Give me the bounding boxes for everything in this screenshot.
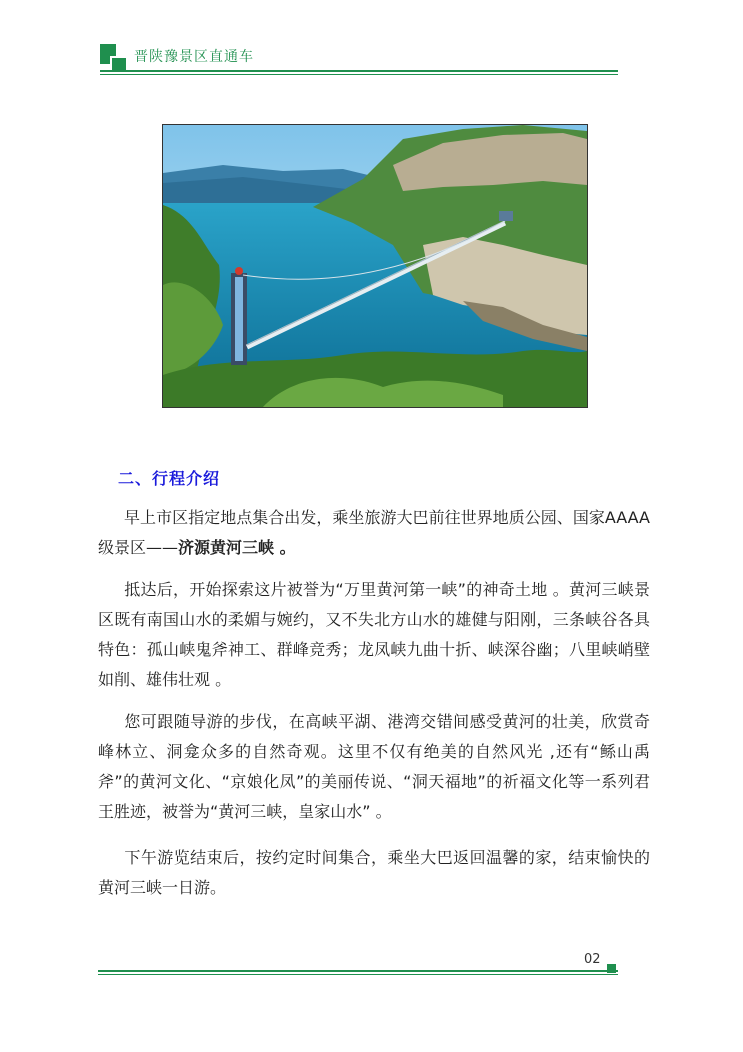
scenic-photo <box>162 124 588 408</box>
paragraph-tour-text: 您可跟随导游的步伐，在高峡平湖、港湾交错间感受黄河的壮美，欣赏奇峰林立、洞龛众多的自然奇观。这里不仅有绝美的自然风光 ,还有“鲧山禹斧”的黄河文化、“京娘化凤”的美丽传说、“洞天福地”的祈福文化等一系列君王胜迹，被誉为“黄河三峡，皇家山水” 。 <box>98 712 650 821</box>
paragraph-departure-end: 。 <box>274 538 296 557</box>
section-title: 二、行程介绍 <box>118 469 221 488</box>
paragraph-departure-text: 早上市区指定地点集合出发，乘坐旅游大巴前往世界地质公园、国家AAAA 级景区—— <box>98 508 650 557</box>
paragraph-departure <box>98 503 650 563</box>
paragraph-arrival-text: 抵达后，开始探索这片被誉为“万里黄河第一峡”的神奇土地 。黄河三峡景区既有南国山水的柔媚与婉约，又不失北方山水的雄健与阳刚，三条峡谷各具特色：孤山峡鬼斧神工、群峰竞秀；龙凤峡九曲十折、峡深谷幽；八里峡峭壁如削、雄伟壮观 。 <box>98 580 650 689</box>
header-divider-thin <box>100 74 618 75</box>
paragraph-return <box>98 843 650 903</box>
footer-divider-thin <box>98 974 618 975</box>
paragraph-arrival <box>98 575 650 695</box>
header-title: 晋陕豫景区直通车 <box>134 49 254 65</box>
header-divider <box>100 70 618 72</box>
footer-divider <box>98 970 618 972</box>
scenic-spot-name: 济源黄河三峡 <box>178 538 275 557</box>
header-logo <box>100 44 124 68</box>
page-number: 02 <box>584 952 601 967</box>
paragraph-return-text: 下午游览结束后，按约定时间集合，乘坐大巴返回温馨的家，结束愉快的黄河三峡一日游。 <box>98 848 650 897</box>
paragraph-tour <box>98 707 650 827</box>
